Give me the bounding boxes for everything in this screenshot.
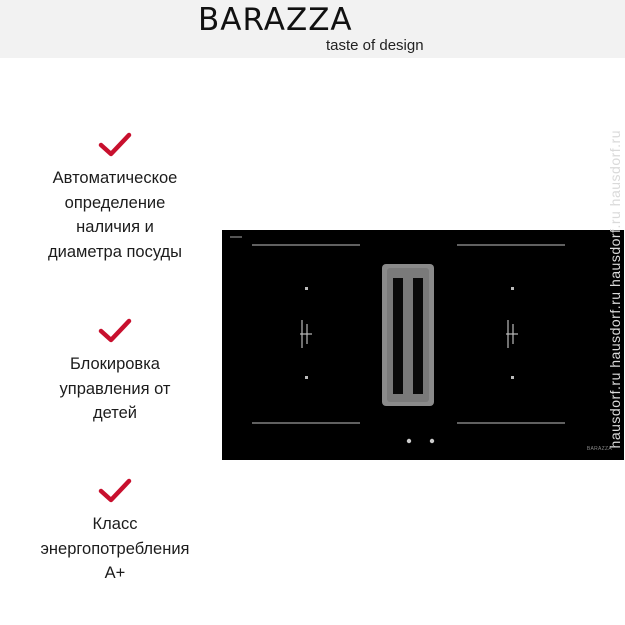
- brand-tagline: taste of design: [326, 37, 424, 54]
- checkmark-icon: [98, 318, 132, 344]
- hob-brand-mark: BARAZZA: [586, 446, 612, 452]
- control-dot: [407, 439, 411, 443]
- feature-auto-detection: [20, 132, 210, 264]
- zone-marker: [511, 287, 514, 290]
- zone-marker: [511, 376, 514, 379]
- zone-marker: [305, 287, 308, 290]
- hob-drawing: [222, 230, 624, 460]
- feature-text: Класс энергопотребления A+: [40, 515, 190, 582]
- feature-child-lock: [20, 318, 210, 426]
- feature-energy-class: [20, 478, 210, 586]
- checkmark-icon: [98, 132, 132, 158]
- zone-marker: [305, 376, 308, 379]
- feature-text: Автоматическое определение наличия и диаметра посуды: [47, 169, 183, 261]
- downdraft-vent: [382, 264, 434, 406]
- feature-text: Блокировка управления от детей: [59, 355, 171, 422]
- corner-mark: [230, 236, 242, 238]
- watermark: hausdorf.ru hausdorf.ru hausdorf.ru hausdorf.ru: [607, 130, 623, 449]
- induction-hob-image: [222, 230, 624, 460]
- checkmark-icon: [98, 478, 132, 504]
- control-dot: [430, 439, 434, 443]
- brand-logo: BARAZZA: [198, 2, 353, 38]
- header-banner: [0, 0, 625, 58]
